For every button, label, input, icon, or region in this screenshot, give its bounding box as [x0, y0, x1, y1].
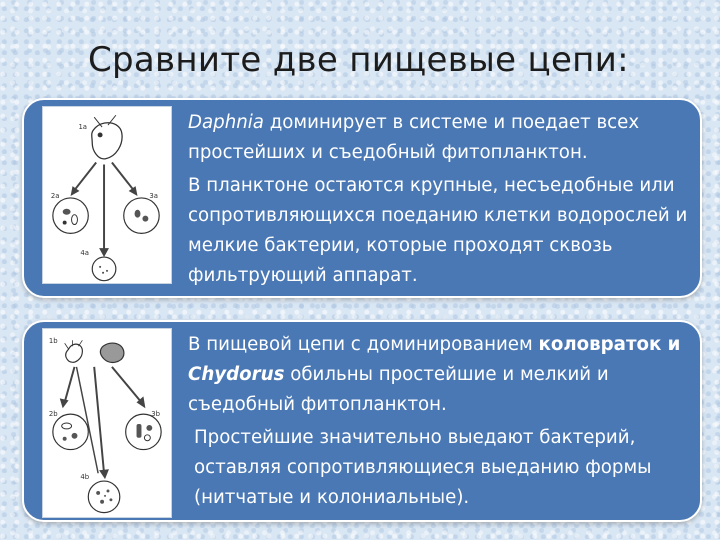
figure-label-1a: 1a	[78, 123, 88, 132]
panel-2-text	[188, 330, 690, 516]
cell-4a-2	[106, 270, 108, 272]
panel-1-text	[188, 108, 690, 294]
figure-label-3a: 3a	[149, 191, 158, 200]
paragraph-plankton-remains: В планктоне остаются крупные, несъедобные или сопротивляющихся поеданию клетки водорослей и мелкие бактерии, которые проходят сквозь фильтрующий аппарат.	[188, 175, 688, 286]
plankton-circle-3a	[124, 198, 159, 233]
arrowhead-3a	[129, 186, 138, 196]
daphnia-eye	[98, 132, 103, 137]
cell-3a-2	[142, 216, 148, 222]
cell-4a-3	[102, 272, 104, 274]
plankton-circle-4b	[88, 481, 120, 513]
cell-2a-3	[63, 221, 67, 225]
cell-4b-4	[109, 498, 112, 501]
food-chain-diagram-daphnia	[42, 106, 172, 284]
daphnia-organism	[92, 123, 122, 159]
cell-3b-3	[144, 435, 150, 441]
cell-2b-3	[63, 437, 67, 441]
arrow-1a-3a	[112, 163, 134, 191]
cell-4b-5	[104, 495, 106, 497]
arrow-1b-2b	[65, 367, 75, 402]
cell-4b-2	[107, 489, 110, 492]
plankton-circle-2b	[53, 414, 88, 449]
food-chain-drawing-a	[43, 107, 171, 283]
paragraph-daphnia	[188, 108, 690, 168]
arrowhead-4a	[99, 248, 109, 257]
arrowhead-4b	[99, 469, 109, 479]
cell-3a-1	[135, 210, 141, 218]
food-chain-panel-daphnia	[22, 98, 702, 298]
figure-label-4a: 4a	[80, 249, 90, 258]
arrowhead-2a	[71, 186, 80, 196]
cell-3b-1	[137, 424, 142, 438]
daphnia-name: Daphnia	[188, 112, 264, 133]
rotifers-bold: коловраток и	[538, 334, 681, 355]
arrow-1b-3b	[112, 367, 142, 402]
cell-2b-1	[62, 423, 72, 429]
daphnia-description: доминирует в системе и поедает всех простейших и съедобный фитопланктон.	[188, 112, 640, 163]
cell-2a-1	[63, 209, 71, 215]
food-chain-panel-rotifers	[22, 320, 702, 522]
cell-3b-2	[146, 425, 152, 431]
plankton-circle-2a	[53, 198, 88, 233]
arrow-1a-2a	[75, 163, 97, 191]
paragraph-rotifers	[188, 330, 690, 420]
cell-4a-1	[99, 266, 101, 268]
cell-4b-3	[100, 500, 104, 504]
food-chain-diagram-rotifers	[42, 328, 172, 518]
figure-label-1b: 1b	[48, 337, 58, 346]
cell-2a-2	[72, 215, 78, 225]
food-chain-drawing-b	[43, 329, 171, 517]
rotifers-description: обильны простейшие и мелкий и съедобный фитопланктон.	[188, 364, 609, 415]
chydorus-name: Chydorus	[188, 364, 285, 385]
arrow-1b-4b	[94, 367, 104, 473]
figure-label-3b: 3b	[151, 410, 161, 419]
rotifer-organism	[66, 344, 83, 362]
arrowhead-2b	[60, 398, 69, 408]
chydorus-organism	[100, 343, 124, 362]
rotifers-intro: В пищевой цепи с доминированием	[188, 334, 539, 355]
plankton-circle-3b	[126, 414, 161, 449]
slide-title: Сравните две пищевые цепи:	[88, 40, 629, 80]
figure-label-4b: 4b	[80, 473, 90, 482]
plankton-circle-4a	[92, 257, 116, 281]
cell-2b-2	[72, 433, 78, 439]
figure-label-2b: 2b	[48, 410, 58, 419]
figure-label-2a: 2a	[50, 191, 60, 200]
cell-4b-1	[96, 491, 100, 495]
paragraph-protozoa: Простейшие значительно выедают бактерий, оставляя сопротивляющиеся выеданию формы (нитчатые и колониальные).	[194, 427, 652, 508]
